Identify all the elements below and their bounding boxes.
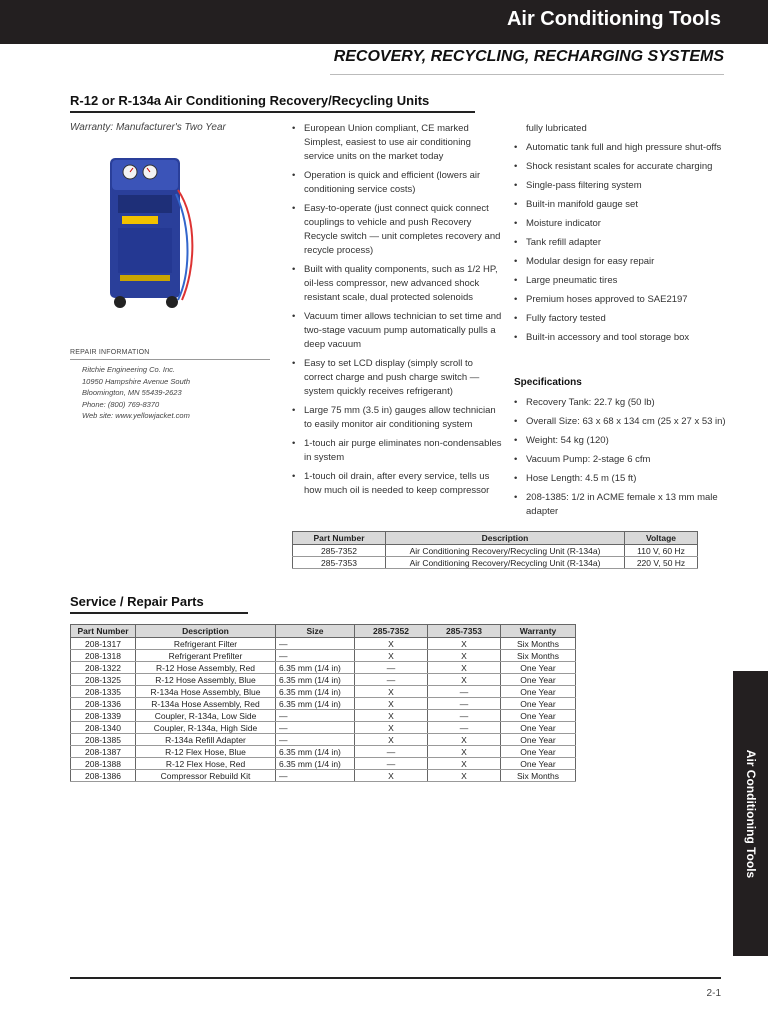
table-cell: X [355,734,428,746]
table-cell: X [355,722,428,734]
warranty-text: Warranty: Manufacturer's Two Year [70,122,226,133]
parts-table [70,624,576,782]
table-cell: Refrigerant Filter [136,638,276,650]
table-cell: X [428,650,501,662]
repair-info-rule [70,359,270,360]
table-row [71,746,576,758]
feature-item: • Modular design for easy repair [514,255,729,269]
table-cell: Refrigerant Prefilter [136,650,276,662]
table-cell: X [355,638,428,650]
table-row [71,662,576,674]
table-cell: X [355,686,428,698]
section-subtitle: RECOVERY, RECYCLING, RECHARGING SYSTEMS [333,48,724,65]
table-cell: — [428,710,501,722]
feature-item: • Premium hoses approved to SAE2197 [514,293,729,307]
table-cell: Air Conditioning Recovery/Recycling Unit (R-134a) [386,557,625,569]
table-cell: 6.35 mm (1/4 in) [276,698,355,710]
table-cell: — [276,638,355,650]
table-cell: X [355,698,428,710]
side-tab-label: Air Conditioning Tools [743,749,758,878]
table-row [71,698,576,710]
table-cell: X [428,674,501,686]
feature-item: • Built with quality components, such as 1/2 HP, oil-less compressor, new advanced shock resistant scale, dual protected solenoids [292,263,502,305]
table-cell: R-12 Flex Hose, Red [136,758,276,770]
feature-item: • Tank refill adapter [514,236,729,250]
table-cell: — [428,722,501,734]
table-cell: — [428,686,501,698]
page-number: 2-1 [706,988,721,999]
table-cell: — [355,674,428,686]
table-header-row [71,625,576,638]
table-cell: — [276,770,355,782]
repair-address [82,364,190,422]
column-header: 285-7353 [428,625,501,638]
table-cell: — [276,734,355,746]
table-cell: Coupler, R-134a, Low Side [136,710,276,722]
table-cell: — [355,746,428,758]
table-row [71,710,576,722]
table-cell: 208-1317 [71,638,136,650]
spec-item: • Weight: 54 kg (120) [514,434,729,448]
table-cell: 208-1388 [71,758,136,770]
table-cell: 208-1322 [71,662,136,674]
table-cell: X [428,734,501,746]
column-header: Voltage [625,532,698,545]
table-cell: 6.35 mm (1/4 in) [276,686,355,698]
table-cell: 208-1318 [71,650,136,662]
table-cell: — [276,650,355,662]
table-cell: X [428,758,501,770]
column-header: Warranty [501,625,576,638]
spec-item: • 208-1385: 1/2 in ACME female x 13 mm male adapter [514,491,729,519]
feature-item: • Easy-to-operate (just connect quick connect couplings to vehicle and push Recovery Recycle switch — unit completes recovery and recycle process) [292,202,502,258]
feature-item: • Built-in manifold gauge set [514,198,729,212]
table-cell: — [276,710,355,722]
table-cell: 208-1325 [71,674,136,686]
features-list-right [514,122,729,350]
table-row [71,686,576,698]
address-line: Phone: (800) 769-8370 [82,399,160,409]
table-row [71,758,576,770]
table-cell: 208-1335 [71,686,136,698]
table-cell: X [355,710,428,722]
feature-item: • Fully factory tested [514,312,729,326]
table-cell: X [355,650,428,662]
column-header: Part Number [293,532,386,545]
table-cell: R-12 Hose Assembly, Blue [136,674,276,686]
table-cell: One Year [501,746,576,758]
feature-item: • Operation is quick and efficient (lowers air conditioning service costs) [292,169,502,197]
column-header: Part Number [71,625,136,638]
table-cell: 6.35 mm (1/4 in) [276,746,355,758]
feature-item: • 1-touch oil drain, after every service, tells us how much oil is needed to keep compressor [292,470,502,498]
side-tab [733,671,768,956]
table-cell: 208-1387 [71,746,136,758]
table-cell: One Year [501,734,576,746]
table-cell: One Year [501,758,576,770]
feature-item: • Built-in accessory and tool storage box [514,331,729,345]
table-cell: X [428,638,501,650]
table-cell: Six Months [501,770,576,782]
product-table [292,531,698,569]
table-cell: 208-1340 [71,722,136,734]
table-cell: 208-1386 [71,770,136,782]
feature-item: • Single-pass filtering system [514,179,729,193]
recovery-unit-image [100,150,200,320]
table-cell: One Year [501,674,576,686]
table-cell: X [428,770,501,782]
table-cell: — [276,722,355,734]
parts-section-title: Service / Repair Parts [70,594,204,609]
feature-item: • Shock resistant scales for accurate charging [514,160,729,174]
table-cell: 208-1385 [71,734,136,746]
feature-item: • Moisture indicator [514,217,729,231]
table-cell: 110 V, 60 Hz [625,545,698,557]
table-cell: R-134a Hose Assembly, Blue [136,686,276,698]
table-row [71,734,576,746]
product-section-title: R-12 or R-134a Air Conditioning Recovery/Recycling Units [70,93,430,108]
product-section-rule [70,111,475,113]
parts-section-rule [70,612,248,614]
table-row [71,770,576,782]
table-row [71,650,576,662]
features-list-left [292,122,502,503]
table-row [71,638,576,650]
column-header: Size [276,625,355,638]
column-header: Description [386,532,625,545]
table-cell: One Year [501,698,576,710]
address-line: Web site: www.yellowjacket.com [82,411,190,420]
spec-item: • Recovery Tank: 22.7 kg (50 lb) [514,396,729,410]
table-cell: 6.35 mm (1/4 in) [276,758,355,770]
column-header: Description [136,625,276,638]
table-header-row [293,532,698,545]
table-cell: One Year [501,710,576,722]
feature-item: • European Union compliant, CE marked Simplest, easiest to use air conditioning service units on the market today [292,122,502,164]
table-cell: 6.35 mm (1/4 in) [276,662,355,674]
table-cell: 6.35 mm (1/4 in) [276,674,355,686]
table-cell: One Year [501,722,576,734]
address-line: Ritchie Engineering Co. Inc. [82,365,175,374]
feature-item: • Easy to set LCD display (simply scroll to correct charge and push charge switch — system quickly receives refrigerant) [292,357,502,399]
feature-item: • Automatic tank full and high pressure shut-offs [514,141,729,155]
table-cell: — [355,662,428,674]
footer-rule [70,977,721,979]
table-cell: One Year [501,662,576,674]
table-cell: 285-7352 [293,545,386,557]
table-cell: 208-1336 [71,698,136,710]
spec-item: • Hose Length: 4.5 m (15 ft) [514,472,729,486]
subtitle-divider [330,74,724,75]
table-cell: X [355,770,428,782]
table-cell: One Year [501,686,576,698]
table-cell: X [428,662,501,674]
header-bar [0,0,768,44]
address-line: 10950 Hampshire Avenue South [82,376,190,386]
table-cell: 285-7353 [293,557,386,569]
column-header: 285-7352 [355,625,428,638]
table-cell: X [428,746,501,758]
repair-info-label: REPAIR INFORMATION [70,349,150,356]
table-cell: R-134a Hose Assembly, Red [136,698,276,710]
table-row [71,722,576,734]
feature-item: • Vacuum timer allows technician to set time and two-stage vacuum pump automatically pulls a deep vacuum [292,310,502,352]
table-cell: — [355,758,428,770]
feature-item: • Large 75 mm (3.5 in) gauges allow technician to easily monitor air conditioning system [292,404,502,432]
table-cell: Air Conditioning Recovery/Recycling Unit (R-134a) [386,545,625,557]
specifications-heading: Specifications [514,377,582,388]
table-cell: 208-1339 [71,710,136,722]
table-cell: Coupler, R-134a, High Side [136,722,276,734]
feature-item: • 1-touch air purge eliminates non-condensables in system [292,437,502,465]
table-row [293,557,698,569]
specifications-list [514,396,729,524]
address-line: Bloomington, MN 55439-2623 [82,388,182,397]
table-cell: R-12 Flex Hose, Blue [136,746,276,758]
table-cell: — [428,698,501,710]
table-cell: Six Months [501,638,576,650]
table-cell: Six Months [501,650,576,662]
table-cell: R-134a Refill Adapter [136,734,276,746]
feature-item: • Large pneumatic tires [514,274,729,288]
page-title: Air Conditioning Tools [506,8,721,30]
feature-item-continued: fully lubricated [526,123,587,134]
table-row [293,545,698,557]
table-cell: R-12 Hose Assembly, Red [136,662,276,674]
spec-item: • Overall Size: 63 x 68 x 134 cm (25 x 27 x 53 in) [514,415,729,429]
table-cell: Compressor Rebuild Kit [136,770,276,782]
spec-item: • Vacuum Pump: 2-stage 6 cfm [514,453,729,467]
table-cell: 220 V, 50 Hz [625,557,698,569]
table-row [71,674,576,686]
